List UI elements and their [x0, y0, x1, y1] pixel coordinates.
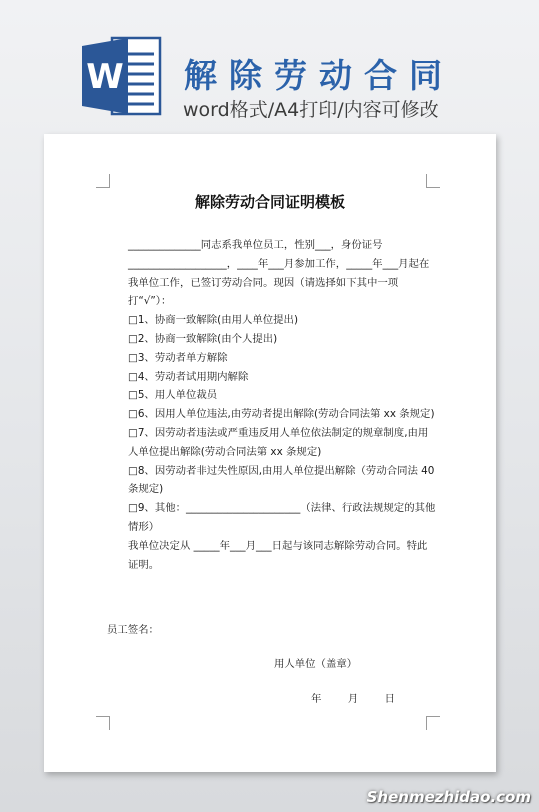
- document-body: [107, 236, 437, 574]
- crop-mark-top-right: [426, 174, 440, 188]
- option-7: □7、因劳动者违法或严重违反用人单位依法制定的规章制度,由用人单位提出解除(劳动合同法第 xx 条规定): [128, 426, 429, 458]
- document-title: 解除劳动合同证明模板: [194, 193, 345, 211]
- crop-mark-bottom-right: [426, 716, 440, 730]
- option-1: □1、协商一致解除(由用人单位提出): [128, 314, 299, 327]
- crop-mark-bottom-left: [96, 716, 110, 730]
- option-9: □9、其他：______________________（法律、行政法规规定的其他情形）: [128, 502, 436, 533]
- employee-signature-label: 员工签名：: [107, 624, 159, 636]
- option-6: □6、因用人单位违法,由劳动者提出解除(劳动合同法第 xx 条规定): [128, 408, 435, 421]
- option-2: □2、协商一致解除(由个人提出): [128, 332, 278, 345]
- intro-paragraph: ______________同志系我单位员工，性别___，身份证号___________________，____年___月参加工作，_____年___月起在我单位工作，已签订劳动合同。现因（请选择如下其中一项打“√”）：: [128, 239, 430, 308]
- header-subtitle: word格式/A4打印/内容可修改: [183, 99, 439, 121]
- option-5: □5、用人单位裁员: [128, 389, 218, 402]
- header-title: 解除劳动合同: [184, 56, 454, 95]
- employer-seal-label: 用人单位（盖章）: [274, 658, 358, 670]
- date-line: 年 月 日: [311, 693, 396, 705]
- option-3: □3、劳动者单方解除: [128, 351, 228, 364]
- crop-mark-top-left: [96, 174, 110, 188]
- word-logo-icon: [82, 34, 162, 118]
- header: [0, 0, 539, 130]
- document-page: [44, 134, 496, 772]
- decision-paragraph: 我单位决定从 _____年___月___日起与该同志解除劳动合同。特此证明。: [128, 539, 428, 571]
- svg-text:W: W: [86, 57, 124, 97]
- watermark: Shenmezhidao.com: [366, 788, 531, 806]
- option-4: □4、劳动者试用期内解除: [128, 370, 249, 383]
- option-8: □8、因劳动者非过失性原因,由用人单位提出解除（劳动合同法 40 条规定): [128, 464, 435, 496]
